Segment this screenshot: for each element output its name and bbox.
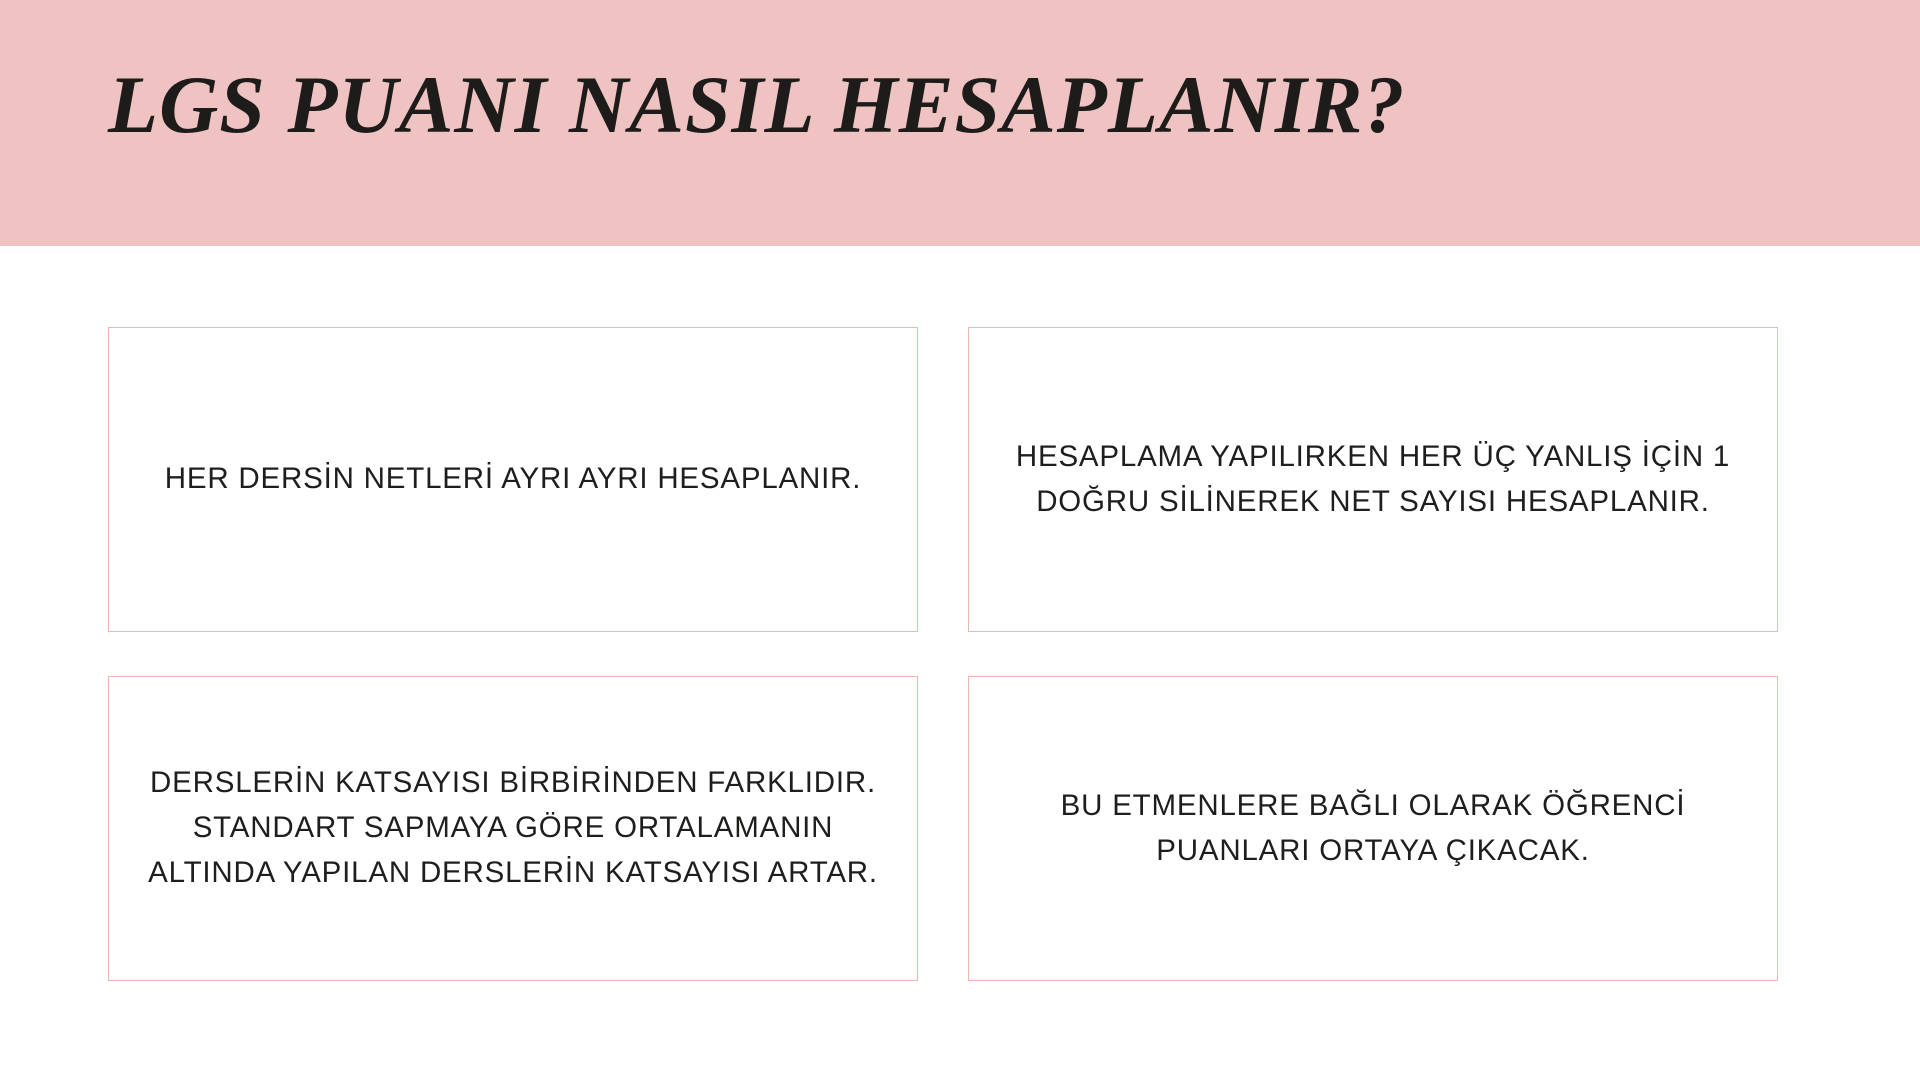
info-card-text: DERSLERİN KATSAYISI BİRBİRİNDEN FARKLIDIR. STANDART SAPMAYA GÖRE ORTALAMANIN ALTINDA YAPILAN DERSLERİN KATSAYISI ARTAR.	[148, 766, 878, 889]
info-card-text: HER DERSİN NETLERİ AYRI AYRI HESAPLANIR.	[164, 462, 862, 496]
info-card-top-right	[968, 327, 1778, 632]
page-title: LGS PUANI NASIL HESAPLANIR?	[108, 59, 1406, 150]
cards-area	[0, 246, 1920, 1080]
info-card-top-left	[108, 327, 918, 632]
info-card-bottom-right	[968, 676, 1778, 981]
info-card-text: BU ETMENLERE BAĞLI OLARAK ÖĞRENCİ PUANLARI ORTAYA ÇIKACAK.	[1060, 788, 1686, 867]
header-band	[0, 0, 1920, 246]
info-card-text: HESAPLAMA YAPILIRKEN HER ÜÇ YANLIŞ İÇİN 1 DOĞRU SİLİNEREK NET SAYISI HESAPLANIR.	[1015, 439, 1731, 518]
info-card-bottom-left	[108, 676, 918, 981]
